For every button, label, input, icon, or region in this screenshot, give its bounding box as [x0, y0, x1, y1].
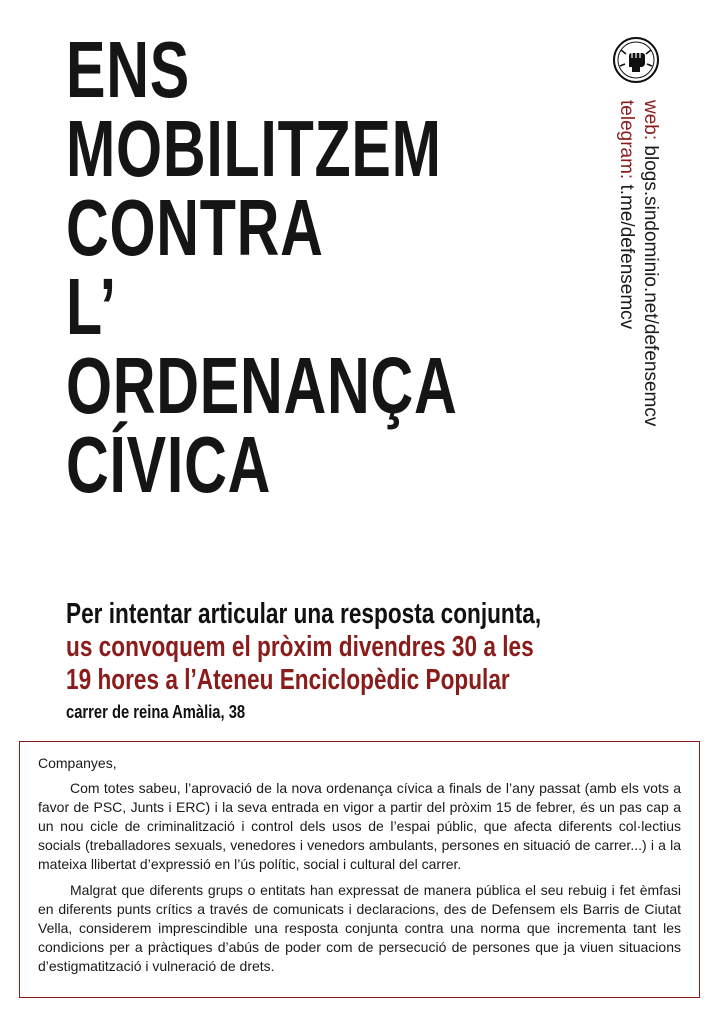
- headline-line-6: CÍVICA: [66, 420, 272, 509]
- subtitle-line-1: Per intentar articular una resposta conjunta,: [66, 598, 542, 630]
- headline: [66, 25, 566, 509]
- subtitle-line-2: us convoquem el pròxim divendres 30 a les: [66, 631, 534, 663]
- web-contact: [638, 100, 662, 430]
- letter-paragraph-1: Com totes sabeu, l’aprovació de la nova ordenança cívica a finals de l’any passat (amb els vots a favor de PSC, Junts i ERC) i la seva entrada en vigor a partir del pròxim 15 de febrer, és un pas cap a un nou cicle de criminalització i control dels usos de l’espai públic, que afecta diferents col·lectius socials (treballadores sexuals, venedores i venedors ambulants, persones en situació de carrer...) i a la mateixa llibertat d’expressió en l’ús polític, social i cultural del carrer.: [38, 780, 681, 872]
- raised-fist-logo-icon: [612, 36, 660, 84]
- web-link[interactable]: blogs.sindominio.net/defensemcv: [640, 140, 661, 427]
- headline-line-4: L’: [66, 262, 117, 351]
- subtitle-line-3: 19 hores a l’Ateneu Enciclopèdic Popular: [66, 664, 510, 696]
- letter-box: [19, 741, 700, 998]
- letter-greeting: Companyes,: [38, 755, 117, 771]
- headline-line-5: ORDENANÇA: [66, 341, 458, 430]
- web-label: web:: [640, 100, 661, 141]
- telegram-label: telegram:: [616, 100, 637, 180]
- telegram-contact: [614, 100, 638, 430]
- headline-line-2: MOBILITZEM: [66, 104, 442, 193]
- contact-info: [606, 100, 662, 430]
- call-to-action: [66, 598, 706, 725]
- headline-line-3: CONTRA: [66, 183, 324, 272]
- headline-line-1: ENS: [66, 25, 190, 114]
- letter-paragraph-2: Malgrat que diferents grups o entitats han expressat de manera pública el seu rebuig i fet èmfasi en diferents punts crítics a través de comunicats i declaracions, des de Defensem els Barris de Ciutat Vella, considerem imprescindible una resposta conjunta contra una norma que incrementa tant les condicions per a pràctiques d’abús de poder com de persecució de persones que ja viuen situacions d’estigmatització i vulneració de drets.: [38, 882, 681, 974]
- telegram-link[interactable]: t.me/defensemcv: [616, 179, 637, 330]
- address: carrer de reina Amàlia, 38: [66, 702, 246, 722]
